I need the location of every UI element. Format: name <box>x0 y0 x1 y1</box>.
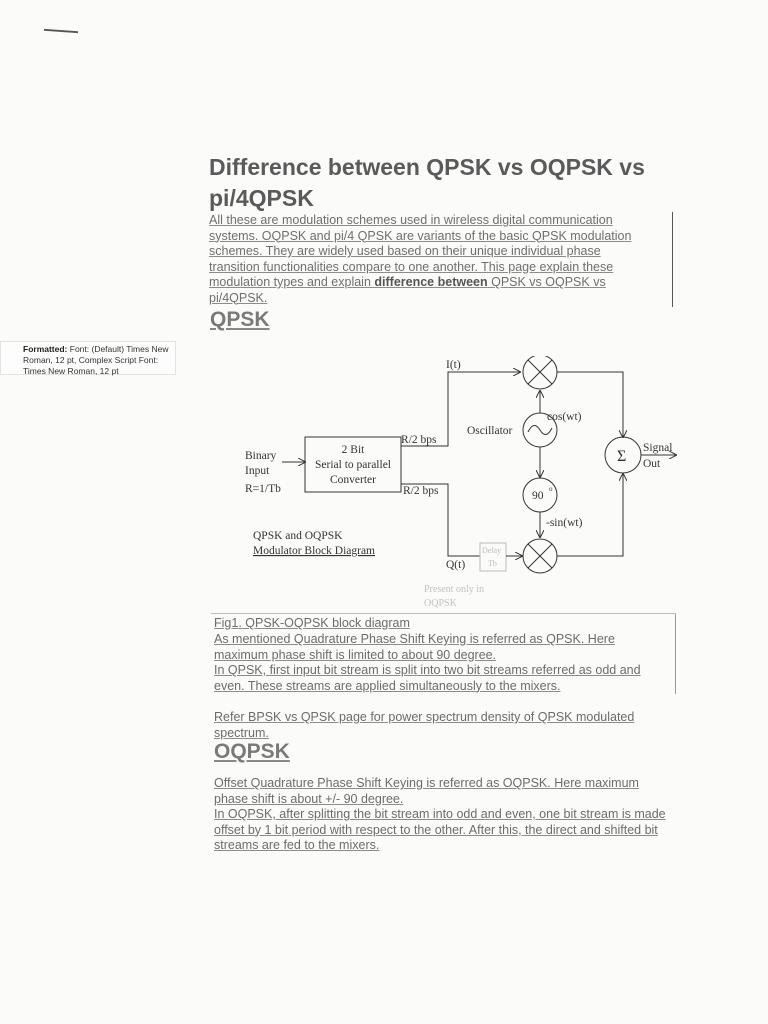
present-note-line1: Present only in <box>424 584 484 595</box>
oqpsk-heading: OQPSK <box>214 740 290 763</box>
converter-line3: Converter <box>330 474 376 486</box>
intro-text-before: All these are modulation schemes used in wireless digital communication systems. OQPSK and pi/4 QPSK are variants of the basic QPSK modulation schemes. They are widely used based on their unique individual phase transition functionalities compare to one another. This page explain these modulation types and explain <box>209 213 632 289</box>
diagram-caption-line1: QPSK and OQPSK <box>253 530 343 542</box>
phase-label: 90 <box>532 490 544 502</box>
diagram-caption-line2: Modulator Block Diagram <box>253 545 376 557</box>
binary-input-line1: Binary <box>245 450 277 462</box>
page-title: Difference between QPSK vs OQPSK vs pi/4QPSK <box>209 154 645 211</box>
change-bar <box>672 212 673 307</box>
i-label: I(t) <box>446 359 461 371</box>
oqpsk-paragraph-1: Offset Quadrature Phase Shift Keying is referred as OQPSK. Here maximum phase shift is about +/- 90 degree. <box>214 776 639 806</box>
qpsk-heading: QPSK <box>210 308 270 331</box>
rate-top-label: R/2 bps <box>401 434 437 446</box>
binary-input-line2: Input <box>245 465 270 477</box>
formatting-comment[interactable] <box>0 341 176 375</box>
intro-bold-link[interactable]: difference between <box>374 275 488 289</box>
stray-pen-mark <box>44 29 78 33</box>
oqpsk-paragraph-2: In OQPSK, after splitting the bit stream into odd and even, one bit stream is made offset by 1 bit period with respect to the other. After this, the direct and shifted bit streams are fed to the mixers. <box>214 807 666 852</box>
svg-text:o: o <box>549 485 553 493</box>
converter-line1: 2 Bit <box>341 444 365 456</box>
figure-caption: Fig1. QPSK-OQPSK block diagram <box>214 616 410 630</box>
cos-label: cos(wt) <box>547 411 582 423</box>
qpsk-paragraph-3: Refer BPSK vs QPSK page for power spectrum density of QPSK modulated spectrum. <box>214 710 635 740</box>
present-note-line2: OQPSK <box>424 598 457 609</box>
binary-input-line3: R=1/Tb <box>245 483 281 495</box>
converter-line2: Serial to parallel <box>315 459 391 471</box>
sum-symbol: Σ <box>617 448 627 465</box>
qpsk-paragraph-1: As mentioned Quadrature Phase Shift Keying is referred as QPSK. Here maximum phase shift is limited to about 90 degree. <box>214 632 615 662</box>
signal-out-line1: Signal <box>643 442 673 454</box>
intro-text-after: QPSK vs OQPSK vs pi/4QPSK. <box>209 275 606 305</box>
delay-line2: Tb <box>488 559 497 568</box>
rate-bottom-label: R/2 bps <box>403 485 439 497</box>
intro-paragraph <box>209 213 639 306</box>
signal-out-line2: Out <box>643 458 661 470</box>
oscillator-label: Oscillator <box>467 425 513 437</box>
comment-label: Formatted: <box>23 344 68 354</box>
sin-label: -sin(wt) <box>546 517 583 529</box>
modulator-block-diagram <box>236 356 696 614</box>
qpsk-paragraph-2: In QPSK, first input bit stream is split into two bit streams referred as odd and even. These streams are applied simultaneously to the mixers. <box>214 663 641 693</box>
q-label: Q(t) <box>446 559 466 571</box>
comment-text: Font: (Default) Times New Roman, 12 pt, Complex Script Font: Times New Roman, 12 pt <box>23 344 169 376</box>
delay-line1: Delay <box>482 546 502 555</box>
